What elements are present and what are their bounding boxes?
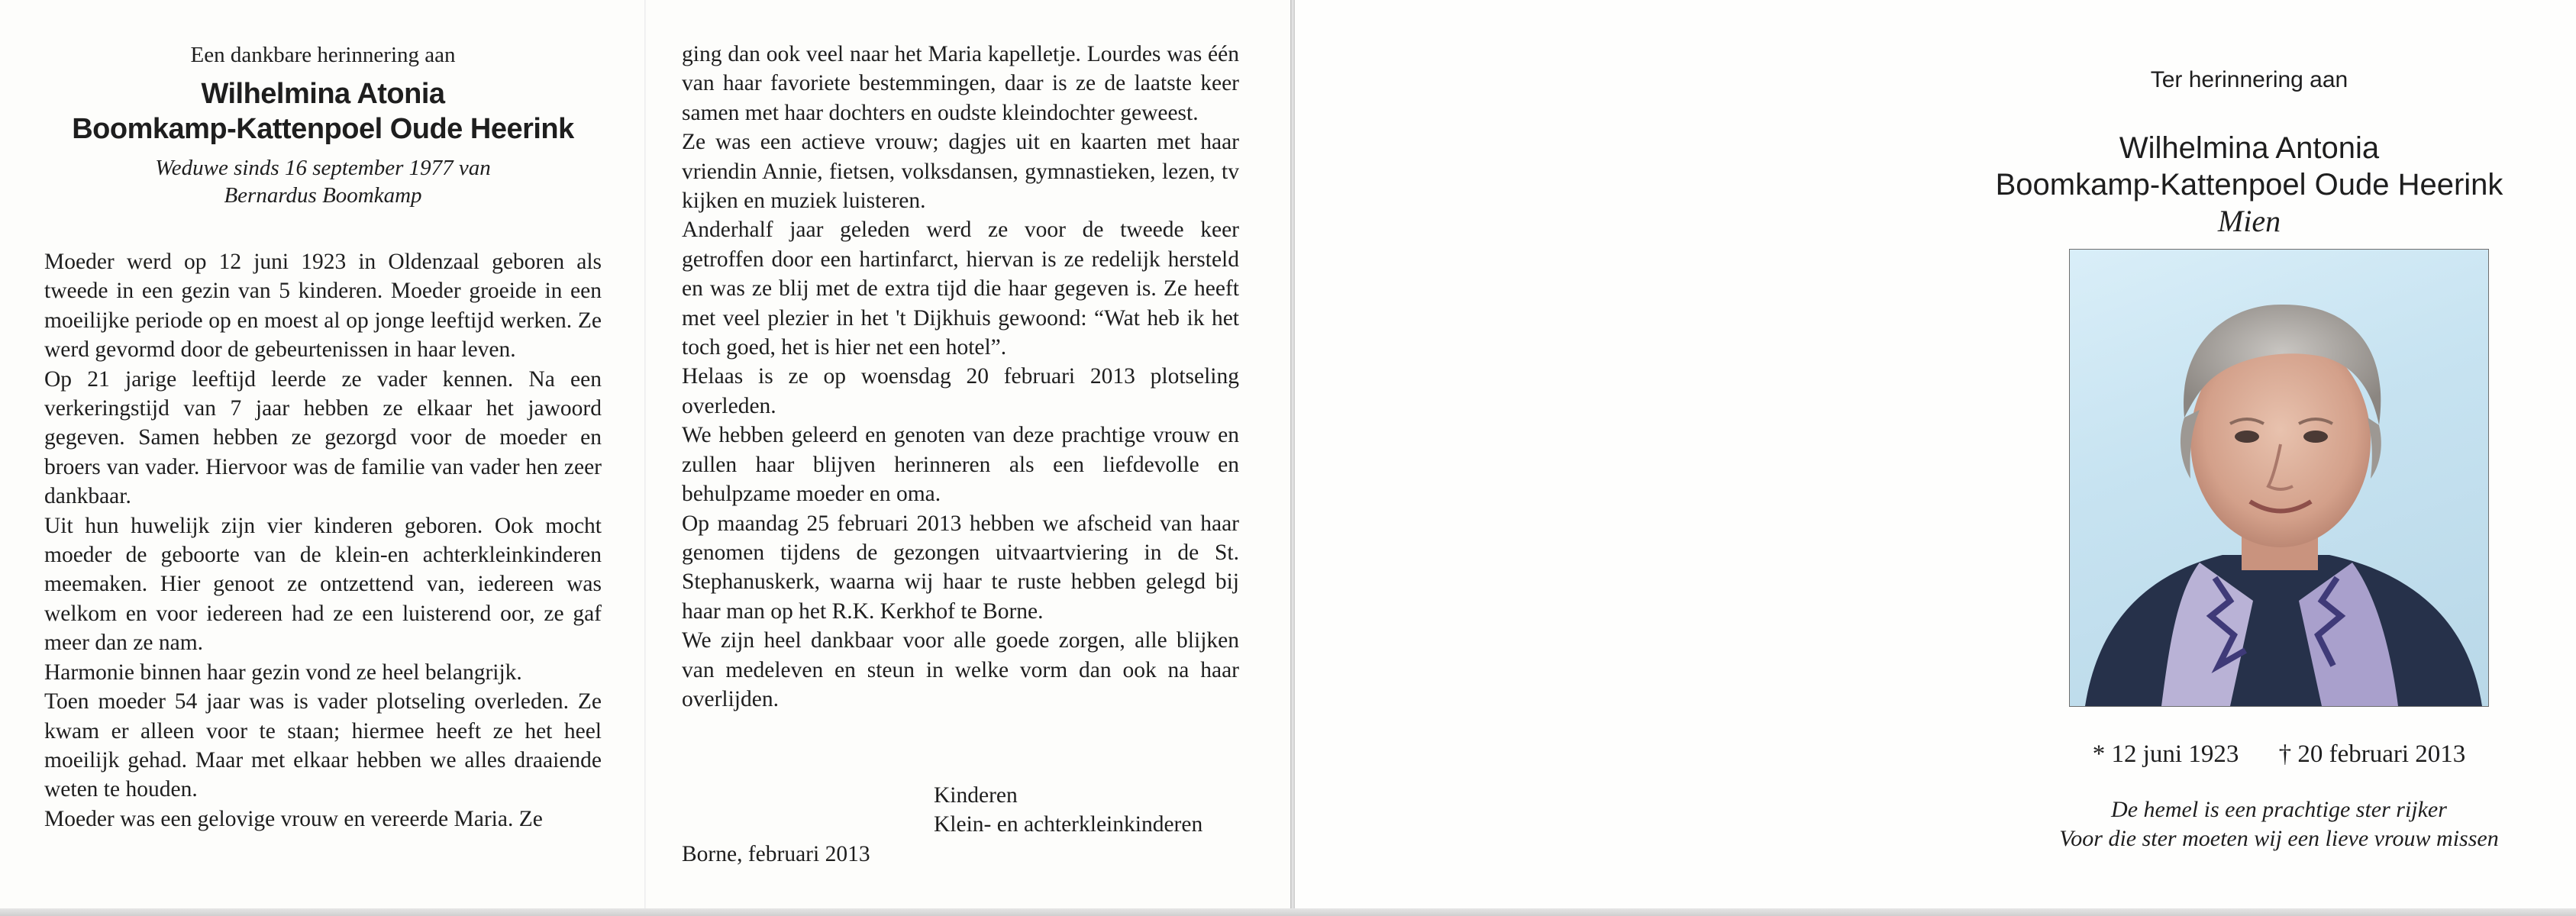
cover-first-names: Wilhelmina Antonia bbox=[2119, 131, 2380, 165]
place-date: Borne, februari 2013 bbox=[682, 842, 870, 866]
middle-body-text bbox=[682, 40, 1239, 714]
paragraph: Uit hun huwelijk zijn vier kinderen geboren. Ook mocht moeder de geboorte van de klein-en achterkleinkinderen meemaken. Hier genoot ze ontzettend van, iedereen was welkom en voor iedereen had ze een luisterend oor, ze gaf meer dan ze nam. bbox=[44, 513, 602, 656]
deceased-first-names: Wilhelmina Atonia bbox=[201, 78, 445, 110]
portrait-illustration bbox=[2070, 250, 2488, 706]
death-date: † 20 februari 2013 bbox=[2278, 740, 2466, 768]
inner-fold-line bbox=[644, 0, 646, 916]
portrait-photo bbox=[2069, 249, 2489, 707]
cover-nickname: Mien bbox=[2217, 204, 2281, 238]
paragraph: Op maandag 25 februari 2013 hebben we afscheid van haar genomen tijdens de gezongen uitvaartviering in de St. Stephanuskerk, waarna wij haar te ruste hebben gelegd bij haar man op het R.K. Kerkhof te Borne. bbox=[682, 511, 1239, 624]
paragraph: We hebben geleerd en genoten van deze prachtige vrouw en zullen haar blijven herinneren als een liefdevolle en behulpzame moeder en oma. bbox=[682, 423, 1239, 507]
paragraph: Moeder was een gelovige vrouw en vereerde Maria. Ze bbox=[44, 806, 543, 831]
paragraph: Moeder werd op 12 juni 1923 in Oldenzaal geboren als tweede in een gezin van 5 kinderen. Moeder groeide in een moeilijke periode op en moest al op jonge leeftijd werken. Ze werd gevormd door de gebeurtenissen in haar leven. bbox=[44, 250, 602, 363]
widow-line-2: Bernardus Boomkamp bbox=[224, 183, 422, 208]
paragraph: We zijn heel dankbaar voor alle goede zorgen, alle blijken van medeleven en steun in welke vorm dan ook na haar overlijden. bbox=[682, 628, 1239, 711]
paragraph: Toen moeder 54 jaar was is vader plotseling overleden. Ze kwam er alleen voor te staan; hiermee heeft ze het heel moeilijk gehad. Maar met elkaar hebben we alles draaiende weten te houden. bbox=[44, 689, 602, 802]
signoff-grandchildren: Klein- en achterkleinkinderen bbox=[934, 812, 1203, 837]
verse-line-1: De hemel is een prachtige ster rijker bbox=[2111, 797, 2447, 822]
widow-line-1: Weduwe sinds 16 september 1977 van bbox=[155, 156, 491, 180]
left-body-text bbox=[44, 247, 602, 834]
paragraph: Ze was een actieve vrouw; dagjes uit en kaarten met haar vriendin Annie, fietsen, volksdansen, gymnastieken, lezen, tv kijken en muziek luisteren. bbox=[682, 130, 1239, 214]
cover-intro: Ter herinnering aan bbox=[2150, 67, 2348, 92]
bottom-edge bbox=[0, 908, 2576, 916]
paragraph: ging dan ook veel naar het Maria kapelletje. Lourdes was één van haar favoriete bestemmingen, daar is ze de laatste keer samen met haar dochters en oudste kleindochter geweest. bbox=[682, 42, 1239, 125]
paragraph: Op 21 jarige leeftijd leerde ze vader kennen. Na een verkeringstijd van 7 jaar hebben ze elkaar het jawoord gegeven. Samen hebben ze gezorgd voor de moeder en broers van vader. Hiervoor was de familie van vader hen zeer dankbaar. bbox=[44, 366, 602, 509]
cover-surname: Boomkamp-Kattenpoel Oude Heerink bbox=[1995, 168, 2503, 202]
verse-line-2: Voor die ster moeten wij een lieve vrouw missen bbox=[2059, 826, 2499, 851]
deceased-surname: Boomkamp-Kattenpoel Oude Heerink bbox=[72, 113, 574, 145]
dedication-intro: Een dankbare herinnering aan bbox=[190, 43, 456, 67]
life-dates bbox=[2031, 739, 2527, 769]
signoff-children: Kinderen bbox=[934, 783, 1018, 808]
dedication-header bbox=[44, 41, 602, 209]
paragraph: Anderhalf jaar geleden werd ze voor de tweede keer getroffen door een hartinfarct, hiervan is ze redelijk hersteld en was ze blij met de extra tijd die haar gegeven is. Ze heeft met veel plezier in het 't Dijkhuis gewoond: “Wat heb ik het toch goed, het is hier net een hotel”. bbox=[682, 218, 1239, 360]
paragraph: Harmonie binnen haar gezin vond ze heel belangrijk. bbox=[44, 660, 522, 685]
paragraph: Helaas is ze op woensdag 20 februari 2013 plotseling overleden. bbox=[682, 364, 1239, 418]
birth-date: * 12 juni 1923 bbox=[2092, 740, 2239, 768]
